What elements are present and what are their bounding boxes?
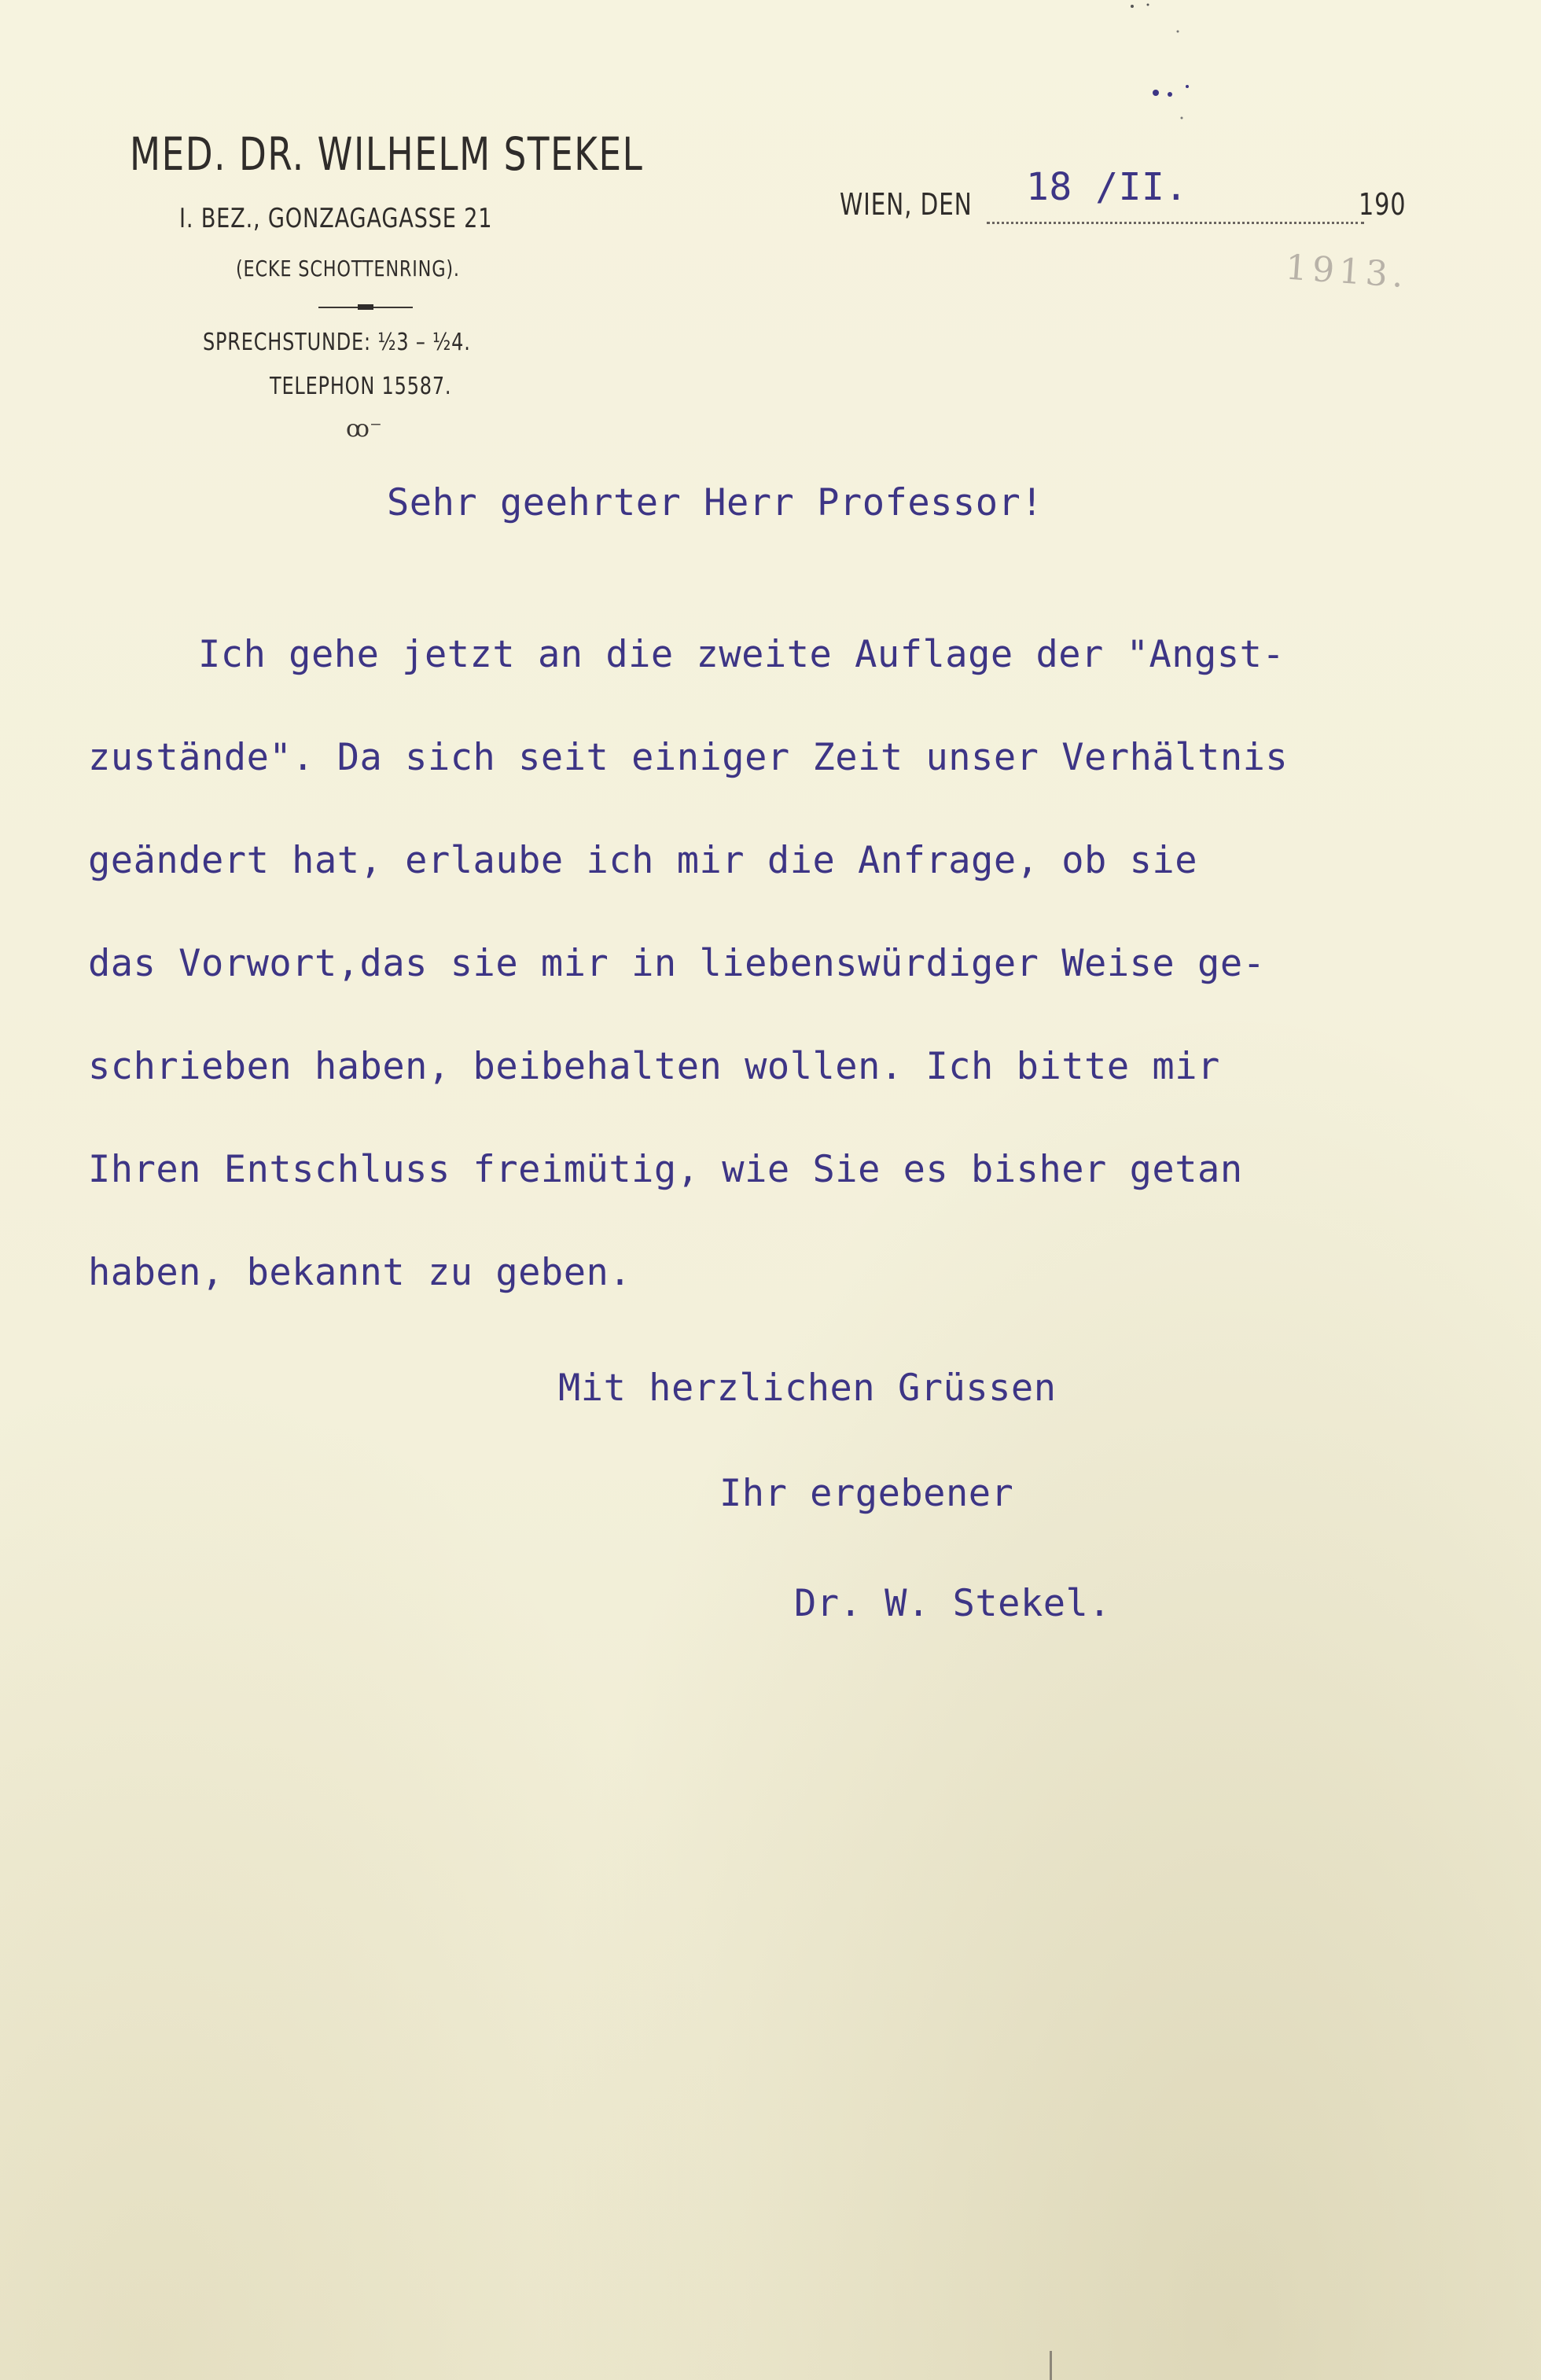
salutation: Sehr geehrter Herr Professor! (387, 481, 1044, 524)
pencil-year-annotation: 1913. (1284, 247, 1410, 296)
flourish-ornament-icon: ꝏ⁻ (346, 415, 382, 443)
body-line: haben, bekannt zu geben. (88, 1251, 632, 1294)
closing-valediction: Ihr ergebener (719, 1472, 1014, 1515)
paper-edge-mark (1050, 2351, 1052, 2380)
body-line: Ich gehe jetzt an die zweite Auflage der "Angst- (198, 633, 1285, 676)
letterhead-century: 190 (1359, 187, 1407, 222)
letterhead-corner: (ECKE SCHOTTENRING). (236, 256, 460, 281)
ink-specks (1109, 0, 1203, 126)
letterhead-name: MED. DR. WILHELM STEKEL (130, 127, 644, 181)
letterhead-address: I. BEZ., GONZAGAGASSE 21 (179, 203, 493, 234)
letterhead-office-hours: SPRECHSTUNDE: ½3 – ½4. (203, 329, 471, 356)
body-line: schrieben haben, beibehalten wollen. Ich bitte mir (88, 1045, 1220, 1088)
letterhead-divider (318, 307, 413, 308)
typed-date: 18 /II. (1026, 165, 1188, 209)
body-line: das Vorwort,das sie mir in liebenswürdiger Weise ge- (88, 942, 1266, 985)
letterhead-place: WIEN, DEN (840, 187, 973, 222)
body-line: zustände". Da sich seit einiger Zeit unser Verhältnis (88, 736, 1289, 779)
letterhead-telephone: TELEPHON 15587. (270, 373, 452, 400)
letter-body (88, 633, 1288, 1354)
closing-greeting: Mit herzlichen Grüssen (558, 1367, 1057, 1410)
body-line: Ihren Entschluss freimütig, wie Sie es bisher getan (88, 1148, 1243, 1191)
signature-typed: Dr. W. Stekel. (794, 1582, 1112, 1625)
body-line: geändert hat, erlaube ich mir die Anfrage, ob sie (88, 839, 1198, 882)
